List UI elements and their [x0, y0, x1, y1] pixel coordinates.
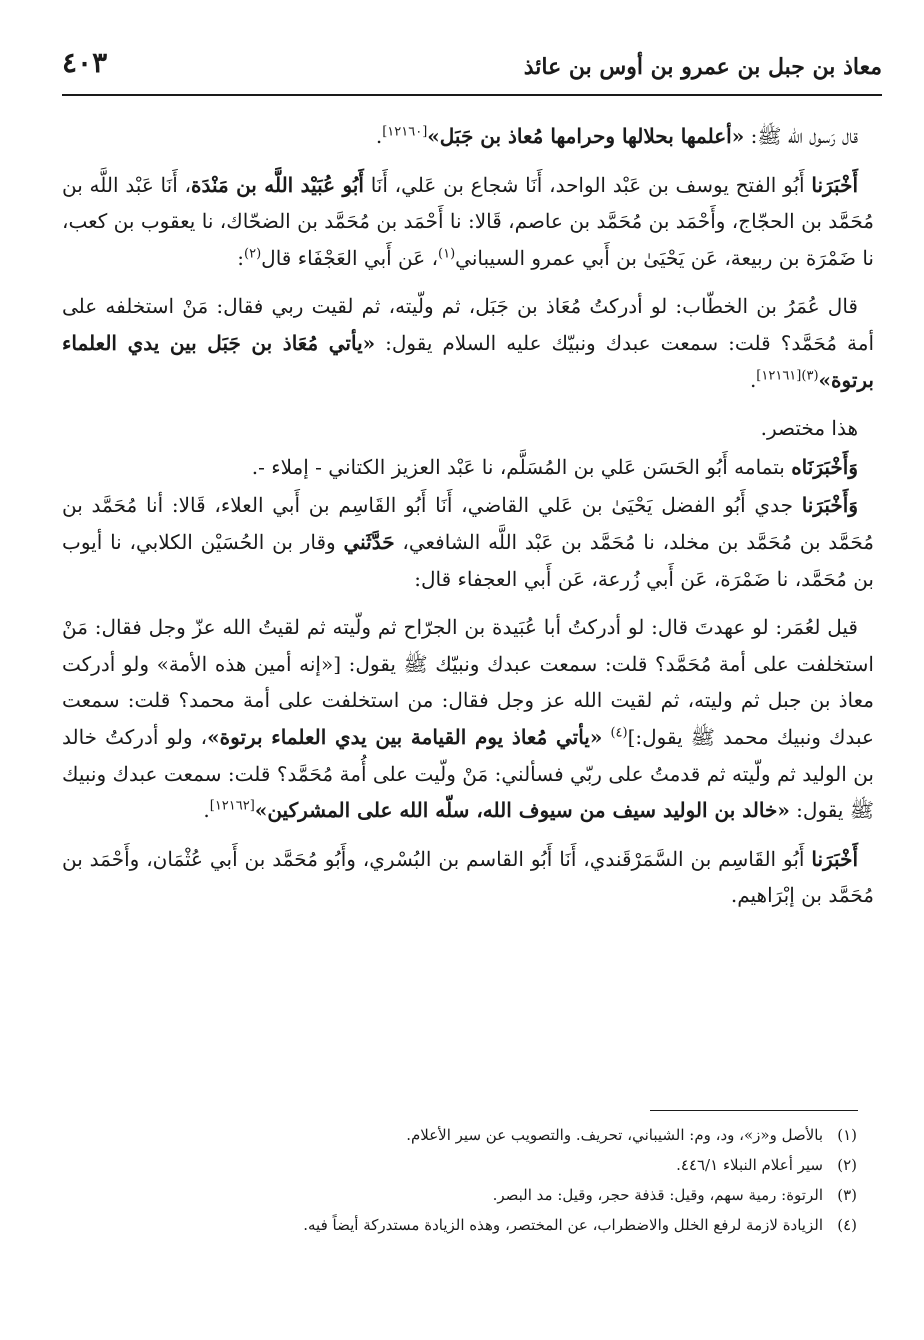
header-rule	[62, 94, 882, 96]
paragraph-isnad-3	[62, 487, 874, 597]
footnote-text: الرتوة: رمية سهم، وقيل: قذفة حجر، وقيل: مد البصر.	[492, 1186, 823, 1204]
footnotes	[62, 1120, 857, 1240]
footnote-number: (٢)	[837, 1156, 857, 1174]
footnote-ref: (٤)	[610, 725, 628, 741]
narration-keyword: أَخْبَرَنا	[811, 172, 858, 197]
text: ، عَن أَبي العَجْفَاء قال	[261, 245, 439, 270]
hadith-number: [١٢١٦١]	[756, 367, 802, 383]
text: بتمامه أَبُو الحَسَن عَلي بن المُسَلَّم، نا عَبْد العزيز الكتاني - إملاء -.	[251, 454, 792, 479]
paragraph-isnad-4	[62, 841, 874, 914]
text: .	[375, 124, 383, 148]
narration-keyword: وَأَخْبَرَنَاه	[791, 454, 858, 479]
paragraph-umar-1	[62, 288, 874, 398]
hadith-quote: «أعلمها بحلالها وحرامها مُعاذ بن جَبَل»	[427, 124, 745, 148]
paragraph-isnad-1	[62, 167, 874, 277]
hadith-quote: «يأتي مُعاذ يوم القيامة بين يدي العلماء برتوة»	[207, 724, 603, 749]
narration-keyword: وَأَخْبَرَنا	[801, 493, 858, 518]
text: .	[203, 798, 210, 823]
narration-keyword: أَخْبَرَنا	[811, 846, 858, 871]
footnote-separator	[650, 1110, 858, 1111]
text: قال رَسول الله ﷺ:	[744, 124, 858, 148]
page-number: ٤٠٣	[62, 46, 108, 79]
text: قيل لعُمَر: لو عهدتَ قال: لو أدركتُ أبا عُبَيدة بن الجرّاح ثم ولّيته ثم لقيتُ الله عزّ وجل فقال: مَنْ استخلفت على أمة مُحَمَّد؟ قلت: سمعت عبدك ونبيّك ﷺ يقول: [«إنه أمين هذه الأمة» ولو أدركت معاذ بن جبل ثم وليته، ثم لقيت الله عز وجل فقال: من استخلفت على أمة محمد؟ قلت: سمعت عبدك ونبيك محمد ﷺ يقول:]	[62, 615, 874, 749]
hadith-quote: «خالد بن الوليد سيف من سيوف الله، سلّه الله على المشركين»	[254, 798, 790, 823]
text: أَبُو الفتح يوسف بن عَبْد الواحد، أَنَا شجاع بن عَلي، أَنَا	[363, 172, 812, 197]
hadith-number: [١٢١٦٢]	[209, 798, 255, 814]
text: ، أَنَا عَبْد اللَّه بن مُحَمَّد بن الحجّاج، وأَحْمَد بن مُحَمَّد بن عاصم، قَالا: نا أَحْمَد بن مُحَمَّد بن الضحّاك، نا يعقوب بن كعب، نا ضَمْرَة بن ربيعة، عَن يَحْيَىٰ بن أَبي عمرو السيباني	[62, 172, 874, 270]
footnote-number: (٣)	[837, 1186, 857, 1204]
paragraph-hadith-1	[62, 118, 874, 155]
footnote-1	[62, 1120, 857, 1150]
footnote-text: سير أعلام النبلاء ٤٤٦/١.	[676, 1156, 823, 1174]
hadith-quote: «يأتي مُعَاذ بن جَبَل بين يدي العلماء برتوة»	[62, 330, 874, 392]
page-header	[62, 40, 882, 92]
text: .	[749, 367, 757, 392]
footnote-3	[62, 1180, 857, 1210]
footnote-text: بالأصل و«ز»، ود، وم: الشيباني، تحريف. والتصويب عن سير الأعلام.	[406, 1126, 823, 1144]
paragraph-note	[62, 410, 874, 447]
footnote-ref: (٣)	[801, 367, 819, 383]
text: أَبُو القَاسِم بن السَّمَرْقَندي، أَنَا أَبُو القاسم بن البُسْري، وأَبُو مُحَمَّد بن أَبي عُثْمَان، وأَحْمَد بن مُحَمَّد بن إبْرَاهيم.	[62, 846, 874, 908]
text: هذا مختصر.	[760, 416, 858, 441]
text: ، ولو أدركتُ خالد بن الوليد ثم ولّيته ثم قدمتُ على ربّي فسألني: مَنْ ولّيت على أُمة مُحَمَّد؟ قلت: سمعت عبدك ونبيك ﷺ يقول:	[62, 724, 875, 823]
footnote-text: الزيادة لازمة لرفع الخلل والاضطراب، عن المختصر، وهذه الزيادة مستدركة أيضاً فيه.	[303, 1216, 823, 1234]
text: جدي أَبُو الفضل يَحْيَىٰ بن عَلي القاضي، أَنَا أَبُو القَاسِم بن أَبي العلاء، قَالا: أنا مُحَمَّد بن مُحَمَّد بن مُحَمَّد بن مخلد، نا مُحَمَّد بن عَبْد اللَّه الشافعي،	[62, 493, 874, 554]
paragraph-umar-2	[62, 609, 874, 829]
footnote-4	[62, 1210, 857, 1240]
footnote-2	[62, 1150, 857, 1180]
text: وقار بن الحُسَيْن الكلابي، نا أيوب بن مُحَمَّد، نا ضَمْرَة، عَن أَبي زُرعة، عَن أَبي العجفاء قال:	[62, 529, 874, 591]
footnote-ref: (١)	[438, 246, 456, 262]
main-text	[62, 118, 874, 926]
paragraph-isnad-2	[62, 449, 874, 486]
footnote-number: (١)	[837, 1126, 857, 1144]
narration-keyword: حَدَّثَني	[343, 529, 395, 554]
running-title: معاذ بن جبل بن عمرو بن أوس بن عائذ	[523, 54, 882, 80]
narrator-name: أَبُو عُبَيْد اللَّه بن مَنْدَة	[190, 172, 364, 197]
hadith-number: [١٢١٦٠]	[382, 124, 428, 140]
text: قال عُمَرُ بن الخطّاب: لو أدركتُ مُعَاذ بن جَبَل، ثم ولّيته، ثم لقيت ربي فقال: مَنْ استخلفه على أمة مُحَمَّد؟ قلت: سمعت عبدك ونبيّك عليه السلام يقول:	[62, 294, 874, 355]
footnote-number: (٤)	[837, 1216, 857, 1234]
text: :	[237, 245, 245, 270]
footnote-ref: (٢)	[244, 246, 262, 262]
